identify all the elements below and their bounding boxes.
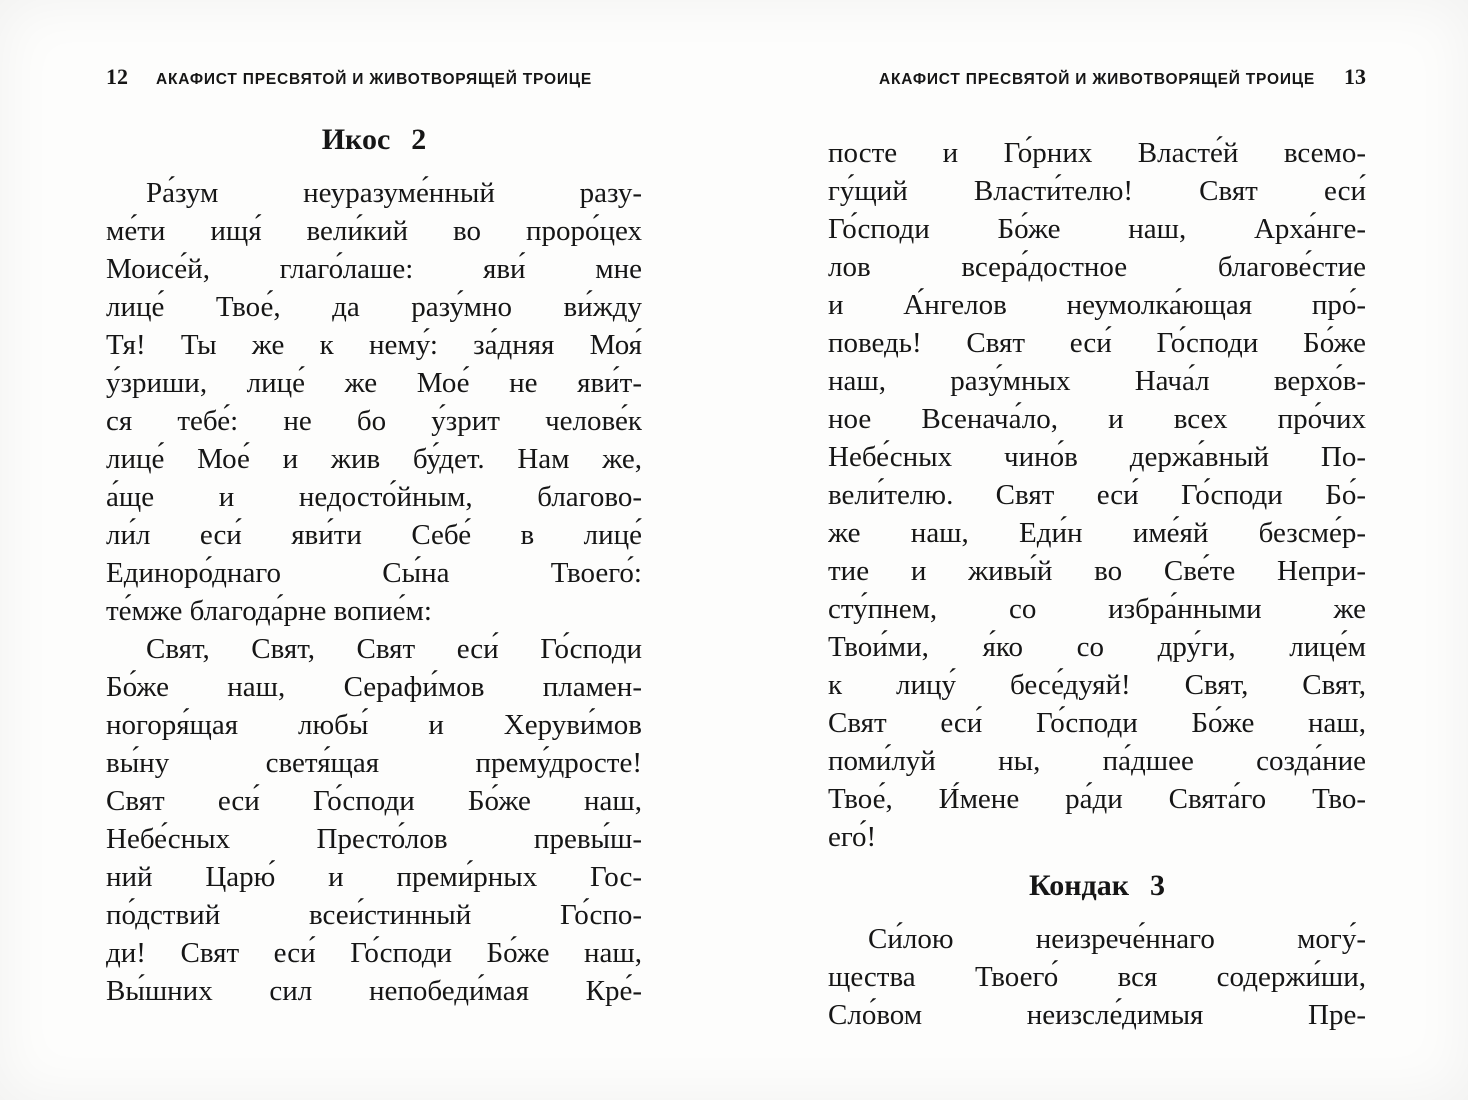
text-line: гу́щий Власти́телю! Свят еси́ [828,175,1366,207]
section-heading: Икос 2 [321,123,427,156]
page-number-right: 13 [1344,64,1366,89]
page-right [828,64,1366,1034]
text-line: щества Твоего́ вся содержи́ши, [828,961,1366,993]
text-line: ди! Свят еси́ Го́споди Бо́же наш, [106,937,642,969]
text-line: поведь! Свят еси́ Го́споди Бо́же [828,327,1366,359]
text-line: же наш, Еди́н име́яй безсме́р- [828,517,1366,549]
running-title-right: АКАФИСТ ПРЕСВЯТОЙ И ЖИВОТВОРЯЩЕЙ ТРОИЦЕ [878,71,1316,88]
text-line: те́мже благода́рне вопие́м: [106,595,432,627]
page-header-right [828,64,1366,90]
text-line: у́зриши, лице́ же Мое́ не яви́т- [106,367,642,399]
page-number-left: 12 [106,64,128,89]
paragraph [828,920,1366,1034]
running-title-left: АКАФИСТ ПРЕСВЯТОЙ И ЖИВОТВОРЯЩЕЙ ТРОИЦЕ [155,71,593,88]
text-line: его́! [828,821,877,853]
text-line: ли́л еси́ яви́ти Себе́ в лице́ [106,519,642,551]
page-body-right [828,120,1366,1034]
text-line: и А́нгелов неумолка́ющая про́- [828,289,1366,321]
paragraph [106,630,642,1010]
text-line: Свят, Свят, Свят еси́ Го́споди [146,633,642,665]
text-line: ногоря́щая любы́ и Херуви́мов [106,709,642,741]
text-line: Свят еси́ Го́споди Бо́же наш, [828,707,1366,739]
paragraph [828,134,1366,856]
text-line: Бо́же наш, Серафи́мов пламен- [106,671,642,703]
text-line: ся тебе́: не бо у́зрит челове́к [106,405,642,437]
text-line: Свят еси́ Го́споди Бо́же наш, [106,785,642,817]
text-line: Тя! Ты же к нему́: за́дняя Моя́ [106,329,642,361]
text-line: сту́пнем, со избра́нными же [828,593,1366,625]
text-line: лов всера́достное благове́стие [828,251,1366,283]
text-line: Го́споди Бо́же наш, Арха́нге- [828,213,1366,245]
page-header-left [106,64,642,90]
text-line: Единоро́днаго Сы́на Твоего́: [106,557,642,589]
text-line: лице́ Мое́ и жив бу́дет. Нам же, [106,443,642,475]
text-line: наш, разу́мных Нача́л верхо́в- [828,365,1366,397]
text-line: посте и Го́рних Власте́й всемо- [828,137,1366,169]
text-line: поми́луй ны, па́дшее созда́ние [828,745,1366,777]
text-line: Вы́шних сил непобеди́мая Кре́- [106,975,642,1007]
text-line: ме́ти ищя́ вели́кий во проро́цех [106,215,642,247]
text-line: ное Всенача́ло, и всех про́чих [828,403,1366,435]
text-line: Моисе́й, глаго́лаше: яви́ мне [106,253,642,285]
text-line: Небе́сных чино́в держа́вный По- [828,441,1366,473]
text-line: Твои́ми, я́ко со дру́ги, лице́м [828,631,1366,663]
text-line: Си́лою неизрече́ннаго могу́- [868,923,1366,955]
page-body-left [106,120,642,1010]
text-line: Твое́, И́мене ра́ди Свята́го Тво- [828,783,1366,815]
section-heading: Кондак 3 [1028,869,1165,902]
text-line: Ра́зум неуразуме́нный разу- [146,177,642,209]
text-line: вы́ну светя́щая прему́дросте! [106,747,642,779]
page-left [106,64,642,1010]
text-line: а́ще и недосто́йным, благово- [106,481,642,513]
paragraph [106,174,642,630]
text-line: Небе́сных Престо́лов превы́ш- [106,823,642,855]
text-line: лице́ Твое́, да разу́мно ви́жду [106,291,642,323]
text-line: тие и живы́й во Све́те Непри- [828,555,1366,587]
text-line: к лицу́ бесе́дуяй! Свят, Свят, [828,669,1366,701]
text-line: ний Царю́ и преми́рных Гос- [106,861,642,893]
text-line: вели́телю. Свят еси́ Го́споди Бо́- [828,479,1366,511]
text-line: Сло́вом неизсле́димыя Пре- [828,999,1366,1031]
text-line: по́дствий всеи́стинный Го́спо- [106,899,642,931]
